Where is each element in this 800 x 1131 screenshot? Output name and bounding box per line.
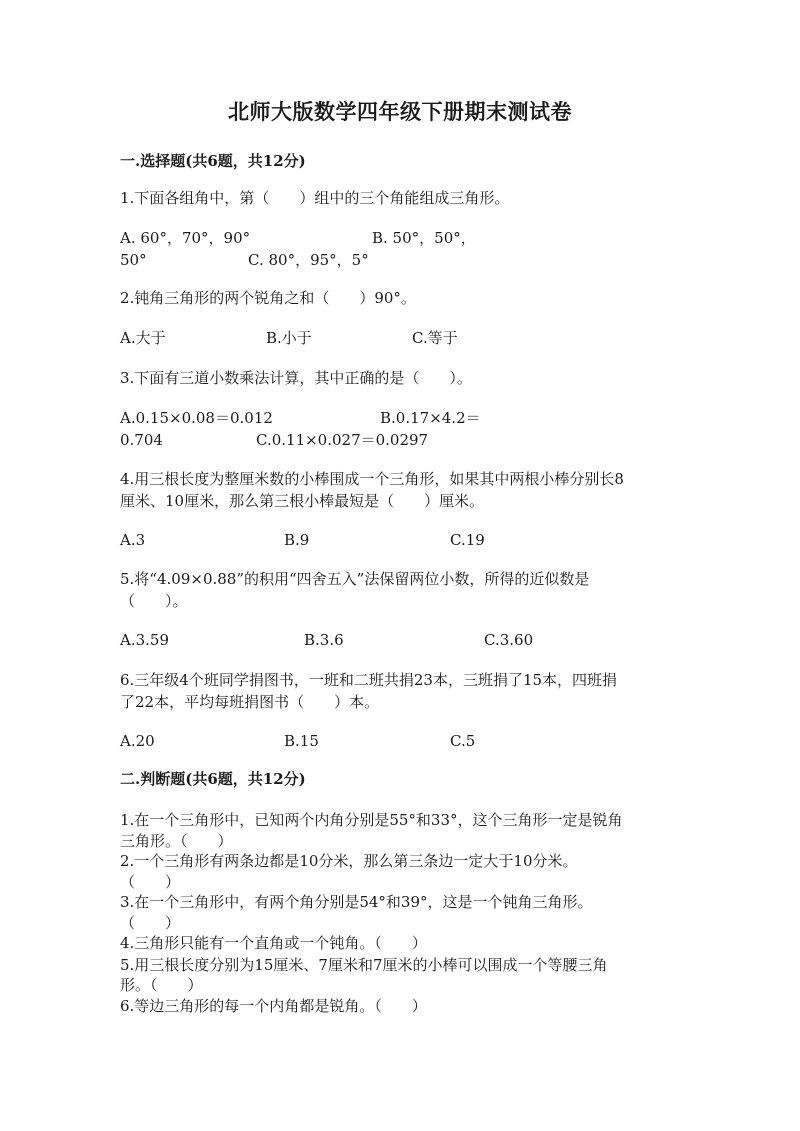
question-stem: 3.下面有三道小数乘法计算，其中正确的是（ ）。 <box>120 369 472 387</box>
option-a: A.3 <box>120 531 146 549</box>
option-b-continued: 0.704 <box>120 431 163 449</box>
option-c: C.19 <box>450 531 485 549</box>
judgment-line: 4.三角形只能有一个直角或一个钝角。（ ） <box>120 934 427 952</box>
page-title: 北师大版数学四年级下册期末测试卷 <box>228 99 572 124</box>
option-a: A.20 <box>120 732 155 750</box>
option-b: B.0.17×4.2＝ <box>380 409 481 427</box>
judgment-line: 形。（ ） <box>120 976 203 994</box>
judgment-line: （ ） <box>120 873 181 891</box>
option-a: A.3.59 <box>120 631 169 649</box>
option-b: B. 50°，50°， <box>372 229 476 247</box>
question-stem-continued: 了22本，平均每班捐图书（ ）本。 <box>120 693 380 711</box>
question-stem: 6.三年级4个班同学捐图书，一班和二班共捐23本，三班捐了15本，四班捐 <box>120 671 618 689</box>
section-heading-judgment: 二.判断题(共6题，共12分) <box>120 770 306 788</box>
judgment-line: 5.用三根长度分别为15厘米、7厘米和7厘米的小棒可以围成一个等腰三角 <box>120 956 608 974</box>
judgment-line: 3.在一个三角形中，有两个角分别是54°和39°，这是一个钝角三角形。 <box>120 893 593 911</box>
option-a: A.0.15×0.08＝0.012 <box>120 409 273 427</box>
option-c: C. 80°，95°，5° <box>248 251 369 269</box>
section-heading-choice: 一.选择题(共6题，共12分) <box>120 152 306 170</box>
judgment-line: （ ） <box>120 914 181 932</box>
option-b-continued: 50° <box>120 251 147 269</box>
option-a: A. 60°，70°，90° <box>120 229 251 247</box>
option-a: A.大于 <box>120 329 166 347</box>
judgment-line: 2.一个三角形有两条边都是10分米，那么第三条边一定大于10分米。 <box>120 852 578 870</box>
question-stem: 5.将“4.09×0.88”的积用“四舍五入”法保留两位小数，所得的近似数是 <box>120 570 590 588</box>
question-stem: 1.下面各组角中，第（ ）组中的三个角能组成三角形。 <box>120 189 510 207</box>
option-c: C.5 <box>450 732 476 750</box>
judgment-line: 三角形。（ ） <box>120 832 233 850</box>
option-c: C.3.60 <box>484 631 534 649</box>
option-c: C.0.11×0.027＝0.0297 <box>256 431 429 449</box>
question-stem-continued: 厘米、10厘米，那么第三根小棒最短是（ ）厘米。 <box>120 492 485 510</box>
question-stem-continued: （ ）。 <box>120 592 188 610</box>
option-b: B.小于 <box>266 329 312 347</box>
judgment-line: 1.在一个三角形中，已知两个内角分别是55°和33°，这个三角形一定是锐角 <box>120 811 623 829</box>
question-stem: 4.用三根长度为整厘米数的小棒围成一个三角形，如果其中两根小棒分别长8 <box>120 470 624 488</box>
option-b: B.9 <box>284 531 310 549</box>
question-stem: 2.钝角三角形的两个锐角之和（ ）90°。 <box>120 289 416 307</box>
option-c: C.等于 <box>412 329 458 347</box>
judgment-line: 6.等边三角形的每一个内角都是锐角。（ ） <box>120 997 427 1015</box>
option-b: B.3.6 <box>304 631 344 649</box>
option-b: B.15 <box>284 732 319 750</box>
